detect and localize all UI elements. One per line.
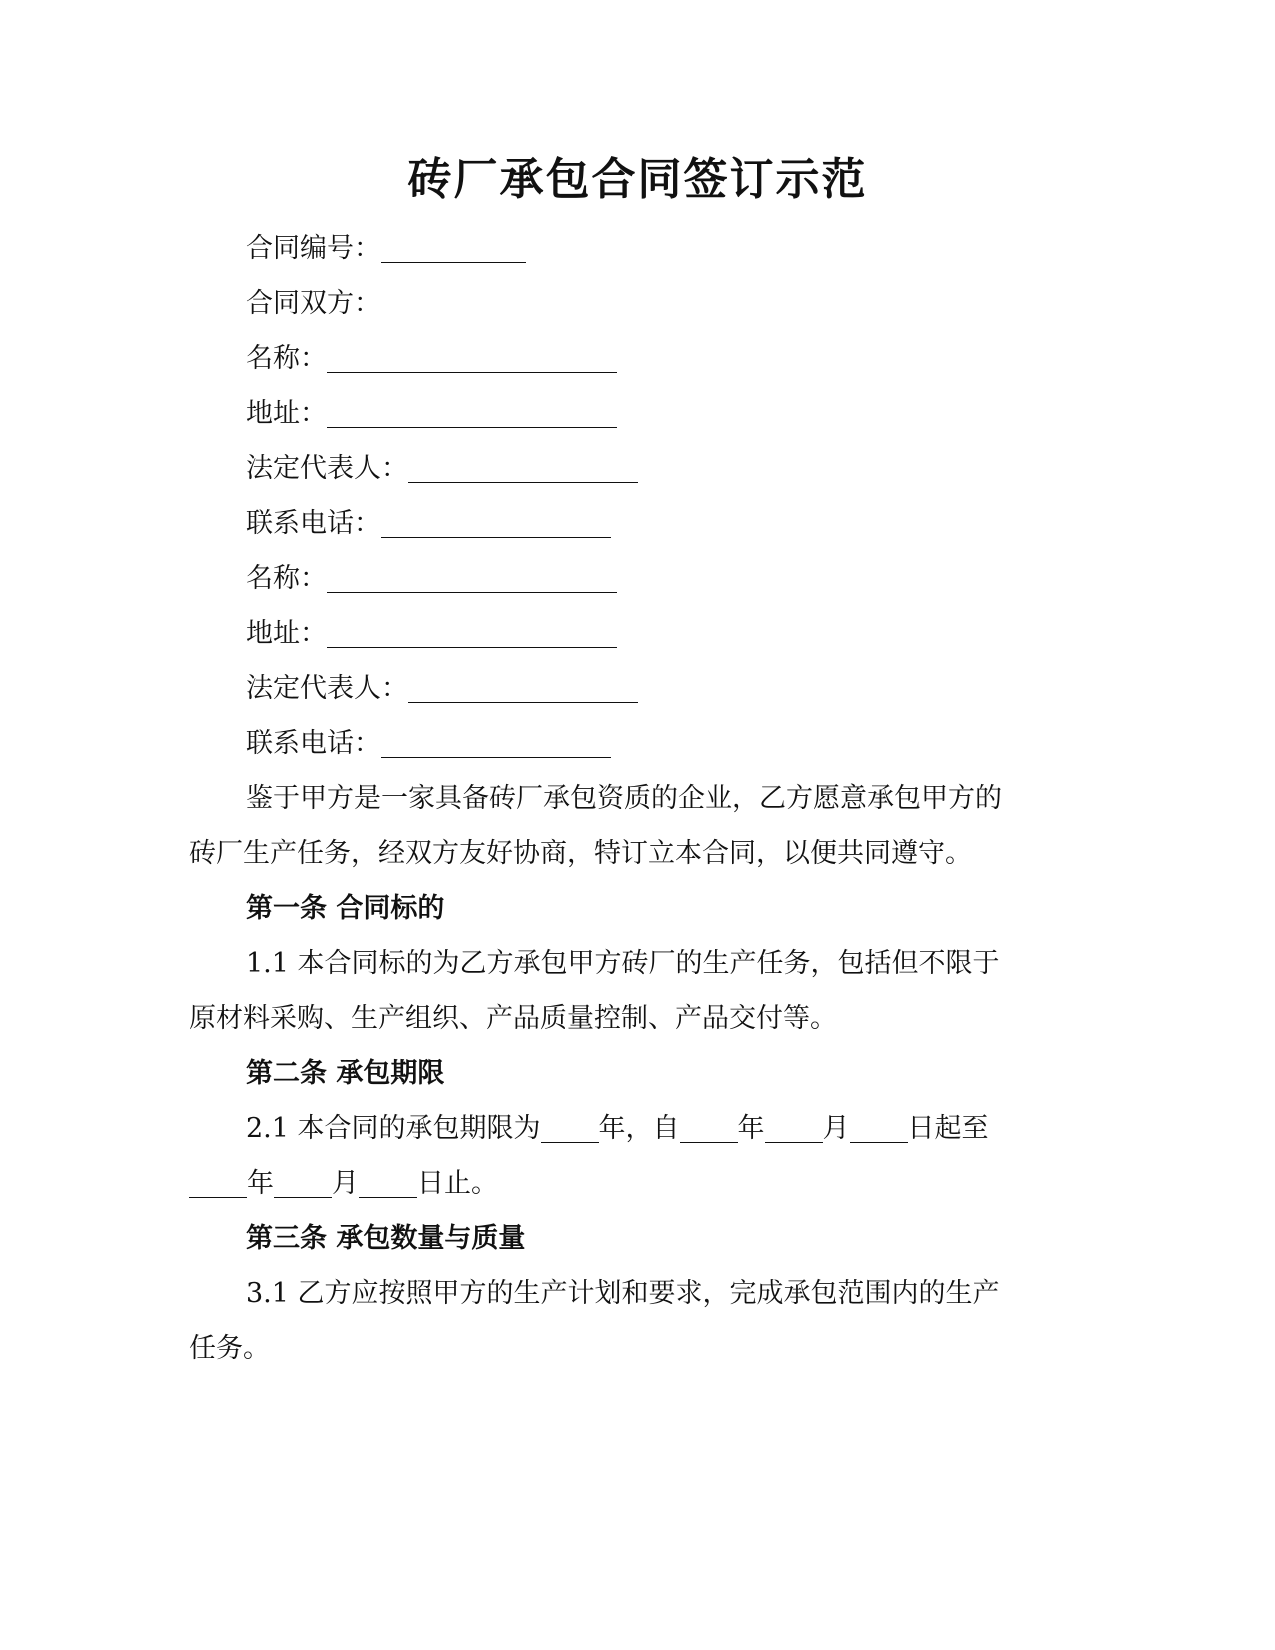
- article-1-heading: 第一条 合同标的: [246, 893, 445, 924]
- party-a-name-row: [246, 339, 617, 379]
- party-a-representative-blank[interactable]: [408, 452, 638, 483]
- end-day-blank[interactable]: [359, 1167, 417, 1198]
- party-b-address-row: [246, 614, 617, 654]
- document-title: 砖厂承包合同签订示范: [407, 154, 868, 205]
- party-a-address-blank[interactable]: [327, 397, 617, 428]
- party-a-phone-blank[interactable]: [381, 507, 611, 538]
- term-end-text-1: 年: [247, 1168, 274, 1199]
- preamble-line-2: 砖厂生产任务，经双方友好协商，特订立本合同，以便共同遵守。: [189, 838, 972, 869]
- contract-number-label: 合同编号：: [246, 233, 381, 264]
- parties-label: 合同双方：: [246, 288, 381, 319]
- term-text-5: 日起至: [907, 1113, 989, 1144]
- party-b-name-label: 名称：: [246, 563, 327, 594]
- term-years-blank[interactable]: [541, 1112, 599, 1143]
- party-b-phone-blank[interactable]: [381, 727, 611, 758]
- party-a-phone-label: 联系电话：: [246, 508, 381, 539]
- party-b-representative-label: 法定代表人：: [246, 673, 408, 704]
- party-b-phone-row: [246, 724, 611, 764]
- party-b-name-blank[interactable]: [327, 562, 617, 593]
- party-b-representative-blank[interactable]: [408, 672, 638, 703]
- party-a-address-label: 地址：: [246, 398, 327, 429]
- preamble-line-1: 鉴于甲方是一家具备砖厂承包资质的企业，乙方愿意承包甲方的: [246, 783, 1002, 814]
- term-text-1: 2.1 本合同的承包期限为: [246, 1113, 541, 1144]
- party-b-address-blank[interactable]: [327, 617, 617, 648]
- party-a-name-label: 名称：: [246, 343, 327, 374]
- contract-number-blank[interactable]: [381, 232, 526, 263]
- party-a-representative-label: 法定代表人：: [246, 453, 408, 484]
- party-a-name-blank[interactable]: [327, 342, 617, 373]
- start-year-blank[interactable]: [680, 1112, 738, 1143]
- article-2-heading: 第二条 承包期限: [246, 1058, 445, 1089]
- term-text-3: 年: [737, 1113, 765, 1144]
- party-a-representative-row: [246, 449, 638, 489]
- end-year-blank[interactable]: [189, 1167, 247, 1198]
- term-text-2: 年，自: [598, 1113, 680, 1144]
- article-2-line-1: [246, 1109, 989, 1149]
- article-1-line-2: 原材料采购、生产组织、产品质量控制、产品交付等。: [189, 1003, 837, 1034]
- start-month-blank[interactable]: [765, 1112, 823, 1143]
- article-3-line-1: 3.1 乙方应按照甲方的生产计划和要求，完成承包范围内的生产: [246, 1278, 1000, 1309]
- article-2-line-2: [189, 1164, 498, 1204]
- term-end-text-3: 日止。: [417, 1168, 498, 1199]
- article-3-line-2: 任务。: [189, 1333, 270, 1364]
- start-day-blank[interactable]: [850, 1112, 908, 1143]
- article-3-heading: 第三条 承包数量与质量: [246, 1223, 526, 1254]
- term-end-text-2: 月: [332, 1168, 359, 1199]
- party-a-address-row: [246, 394, 617, 434]
- term-text-4: 月: [822, 1113, 850, 1144]
- end-month-blank[interactable]: [274, 1167, 332, 1198]
- party-b-name-row: [246, 559, 617, 599]
- party-a-phone-row: [246, 504, 611, 544]
- party-b-phone-label: 联系电话：: [246, 728, 381, 759]
- party-b-address-label: 地址：: [246, 618, 327, 649]
- contract-number-row: [246, 229, 526, 269]
- article-1-line-1: 1.1 本合同标的为乙方承包甲方砖厂的生产任务，包括但不限于: [246, 948, 1000, 979]
- party-b-representative-row: [246, 669, 638, 709]
